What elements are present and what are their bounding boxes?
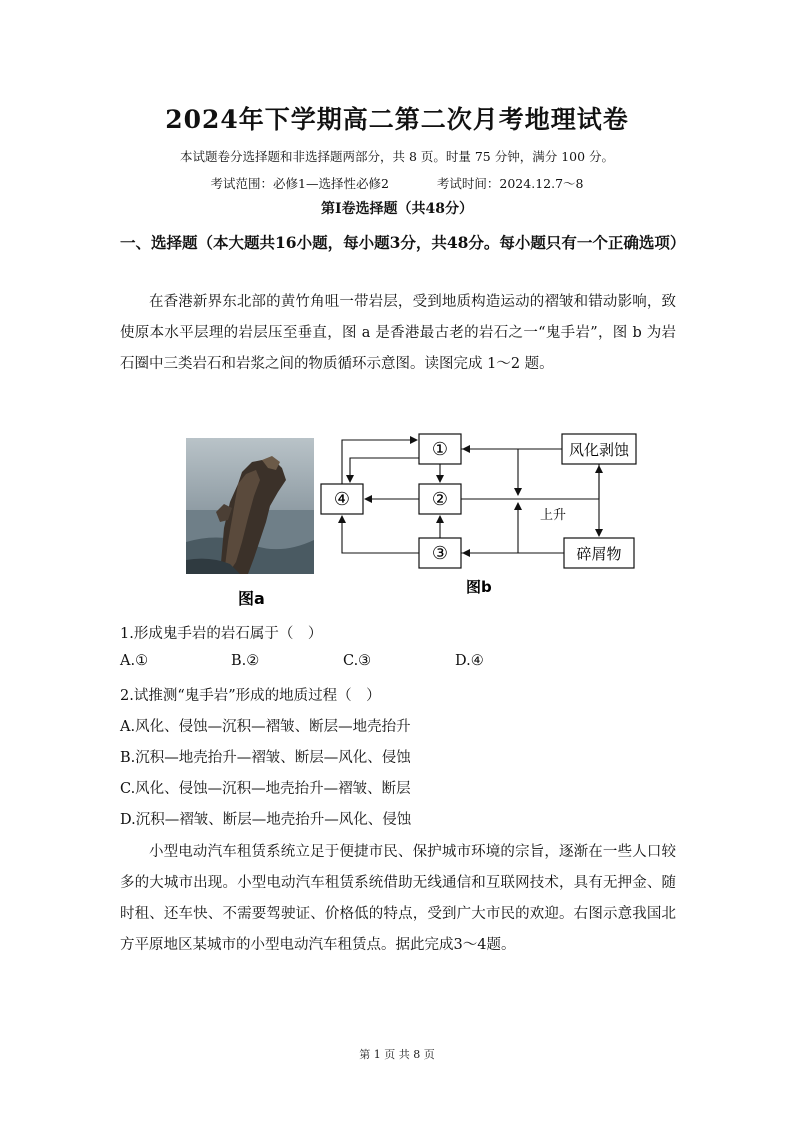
figure-rock-cycle [120,432,680,612]
q2-option-b: B.沉积—地壳抬升—褶皱、断层—风化、侵蚀 [120,750,411,766]
q1-option-c: C.③ [343,653,372,669]
box-4 [321,484,363,514]
page-footer: 第 1 页 共 8 页 [359,1048,435,1061]
box-weathering [562,434,636,464]
q2-option-a: A.风化、侵蚀—沉积—褶皱、断层—地壳抬升 [120,719,411,735]
box-2-label: ② [431,489,449,510]
question-1-stem: 1.形成鬼手岩的岩石属于（ ） [120,626,323,642]
uplift-label: 上升 [540,508,567,523]
section-heading: 一、选择题（本大题共16小题，每小题3分，共48分。每小题只有一个正确选项） [120,233,686,252]
q1-option-a: A.① [120,653,149,669]
passage-1: 在香港新界东北部的黄竹角咀一带岩层，受到地质构造运动的褶皱和错动影响，致使原本水平层理的岩层压至垂直，图 a 是香港最古老的岩石之一“鬼手岩”，图 b 为岩石圈中三类岩石和岩浆之间的物质循环示意图。读图完成 1～2 题。 [120,294,676,372]
figure-b-caption: 图b [466,578,492,596]
question-2-stem: 2.试推测“鬼手岩”形成的地质过程（ ） [120,688,381,704]
volume-heading: 第Ⅰ卷选择题（共48分） [320,201,474,217]
cycle-arrows [342,440,599,553]
figure-a-caption: 图a [238,589,265,608]
q1-option-b: B.② [231,653,260,669]
q2-option-c: C.风化、侵蚀—沉积—地壳抬升—褶皱、断层 [120,781,411,797]
exam-info-line [0,174,794,192]
debris-label: 碎屑物 [576,545,622,563]
ghost-hand-rock-photo [186,438,314,574]
passage-2: 小型电动汽车租赁系统立足于便捷市民、保护城市环境的宗旨，逐渐在一些人口较多的大城市出现。小型电动汽车租赁系统借助无线通信和互联网技术，具有无押金、随时租、还车快、不需要驾驶证、价格低的特点，受到广大市民的欢迎。右图示意我国北方平原地区某城市的小型电动汽车租赁点。据此完成3～4题。 [120,844,676,953]
box-2 [419,484,461,514]
box-debris [564,538,634,568]
exam-time: 考试时间：2024.12.7～8 [436,176,584,191]
q1-option-d: D.④ [455,653,484,669]
exam-title: 2024年下学期高二第二次月考地理试卷 [165,105,629,134]
box-3 [419,538,461,568]
box-1 [419,434,461,464]
exam-note: 本试题卷分选择题和非选择题两部分，共 8 页。时量 75 分钟，满分 100 分。 [179,149,615,164]
box-1-label: ① [431,439,449,460]
box-3-label: ③ [431,543,449,564]
weathering-label: 风化剥蚀 [568,441,630,459]
q2-option-d: D.沉积—褶皱、断层—地壳抬升—风化、侵蚀 [120,812,412,828]
box-4-label: ④ [333,489,351,510]
exam-scope: 考试范围：必修1—选择性必修2 [210,176,389,191]
